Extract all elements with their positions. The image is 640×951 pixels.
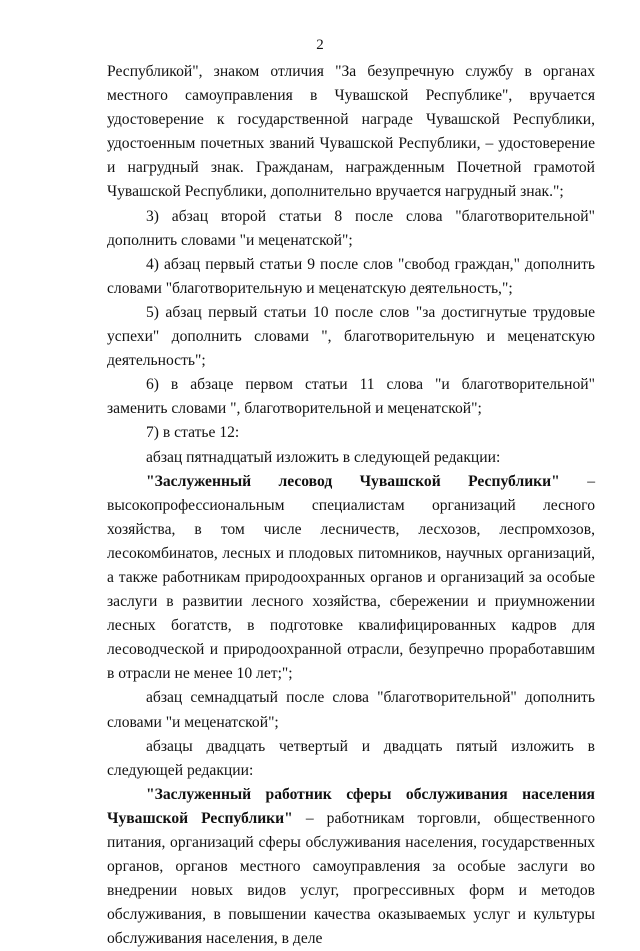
service-worker-description: – работникам торговли, общественного питания, организаций сферы обслуживания населения, государственных органов, органов местного самоуправления за особые заслуги во внедрении новых видов услуг, прогрессивных форм и методов обслуживания, в повышении качества оказываемых услуг и культуры обслуживания населения, в деле	[107, 809, 596, 948]
paragraph-forester-title	[107, 470, 595, 687]
document-body	[107, 60, 595, 951]
paragraph-item-7: 7) в статье 12:	[146, 424, 240, 442]
paragraph-abzac-15: абзац пятнадцатый изложить в следующей редакции:	[146, 448, 501, 466]
paragraph-awards-continuation: Республикой", знаком отличия "За безупречную службу в органах местного самоуправления в Чувашской Республике", вручается удостоверение к государственной награде Чувашской Республики, удостоенным почетных званий Чувашской Республики, – удостоверение и нагрудный знак. Гражданам, награжденным Почетной грамотой Чувашской Республики, дополнительно вручается нагрудный знак.";	[107, 63, 595, 201]
forester-description: – высокопрофессиональным специалистам организаций лесного хозяйства, в том числе лесничеств, лесхозов, леспромхозов, лесокомбинатов, лесных и плодовых питомников, научных организаций, а также работникам природоохранных органов и организаций за особые заслуги в развитии лесного хозяйства, сбережении и приумножении лесных богатств, в подготовке квалифицированных кадров для лесоводческой и природоохранной отрасли, безупречно проработавшим в отрасли не менее 10 лет;";	[107, 472, 595, 683]
title-honored-service-worker: "Заслуженный работник сферы обслуживания населения Чувашской Республики"	[107, 785, 595, 827]
paragraph-item-6: 6) в абзаце первом статьи 11 слова "и благотворительной" заменить словами ", благотворительной и меценатской";	[107, 376, 595, 418]
paragraph-item-5: 5) абзац первый статьи 10 после слов "за достигнутые трудовые успехи" дополнить словами ", благотворительную и меценатскую деятельность";	[107, 303, 595, 370]
paragraph-abzac-17: абзац семнадцатый после слова "благотворительной" дополнить словами "и меценатской";	[107, 689, 595, 731]
page-number: 2	[316, 37, 324, 53]
paragraph-service-worker-title	[107, 783, 595, 951]
paragraph-item-3: 3) абзац второй статьи 8 после слова "благотворительной" дополнить словами "и меценатской";	[107, 207, 595, 249]
paragraph-item-4: 4) абзац первый статьи 9 после слов "свобод граждан," дополнить словами "благотворительную и меценатскую деятельность,";	[107, 255, 595, 297]
paragraph-abzac-24-25: абзацы двадцать четвертый и двадцать пятый изложить в следующей редакции:	[107, 737, 595, 779]
title-honored-forester: "Заслуженный лесовод Чувашской Республики"	[146, 472, 560, 490]
